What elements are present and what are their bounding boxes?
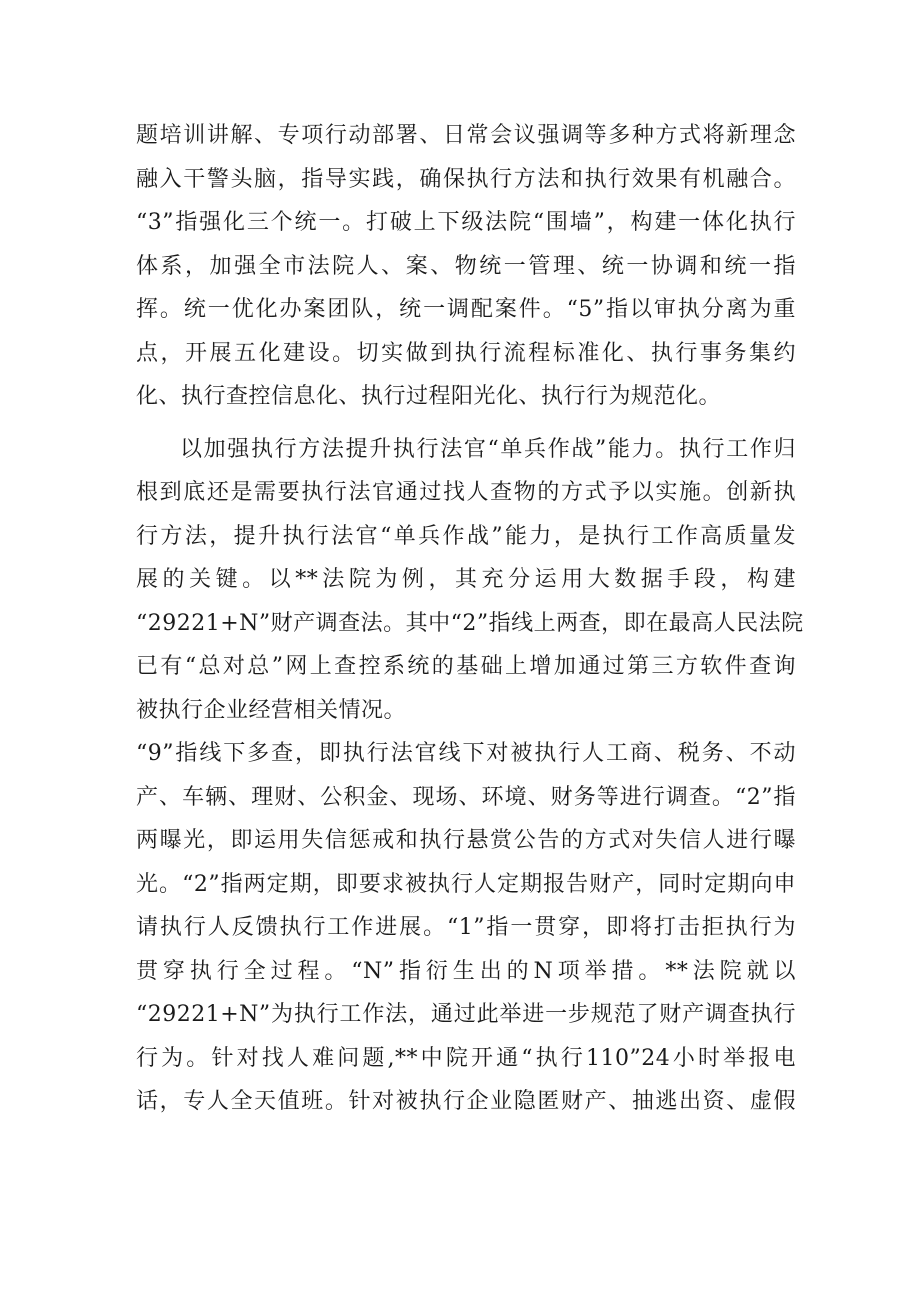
text-line: 行为。针对找人难问题,**中院开通“执行110”24小时举报电 [136,1045,796,1071]
text-line: 题培训讲解、专项行动部署、日常会议强调等多种方式将新理念 [136,123,796,148]
text-line: 贯穿执行全过程。“N”指衍生出的N项举措。**法院就以 [136,958,796,984]
text-line: 已有“总对总”网上查控系统的基础上增加通过第三方软件查询 [136,654,796,679]
text-line: 展的关键。以**法院为例，其充分运用大数据手段，构建 [136,567,796,592]
text-line: 行方法，提升执行法官“单兵作战”能力，是执行工作高质量发 [136,523,796,549]
text-line: 根到底还是需要执行法官通过找人查物的方式予以实施。创新执 [136,480,796,505]
text-line: “9”指线下多查，即执行法官线下对被执行人工商、税务、不动 [136,741,796,766]
text-line: “3”指强化三个统一。打破上下级法院“围墙”，构建一体化执行 [136,210,796,235]
text-line: 化、执行查控信息化、执行过程阳光化、执行行为规范化。 [136,384,722,409]
text-line: “29221+N”财产调查法。其中“2”指线上两查，即在最高人民法院 [136,610,804,636]
text-line: “29221+N”为执行工作法，通过此举进一步规范了财产调查执行 [136,1002,796,1027]
text-line: 体系，加强全市法院人、案、物统一管理、统一协调和统一指 [136,253,796,279]
text-line: 挥。统一优化办案团队，统一调配案件。“5”指以审执分离为重 [136,297,796,322]
text-line: 被执行企业经营相关情况。 [136,697,407,723]
text-line: 请执行人反馈执行工作进展。“1”指一贯穿，即将打击拒执行为 [136,915,796,940]
paragraph-spacer [136,419,796,428]
text-line: 话，专人全天值班。针对被执行企业隐匿财产、抽逃出资、虚假 [136,1089,796,1114]
text-line: 光。“2”指两定期，即要求被执行人定期报告财产，同时定期向申 [136,871,796,897]
paragraph-1 [136,114,796,419]
text-line: 点，开展五化建设。切实做到执行流程标准化、执行事务集约 [136,340,796,366]
text-line: 以加强执行方法提升执行法官“单兵作战”能力。执行工作归 [180,436,796,462]
text-line: 产、车辆、理财、公积金、现场、环境、财务等进行调查。“2”指 [136,784,796,810]
text-line: 两曝光，即运用失信惩戒和执行悬赏公告的方式对失信人进行曝 [136,828,796,853]
text-line: 融入干警头脑，指导实践，确保执行方法和执行效果有机融合。 [136,166,796,192]
body-text [136,114,804,1124]
paragraph-2 [136,428,804,1124]
